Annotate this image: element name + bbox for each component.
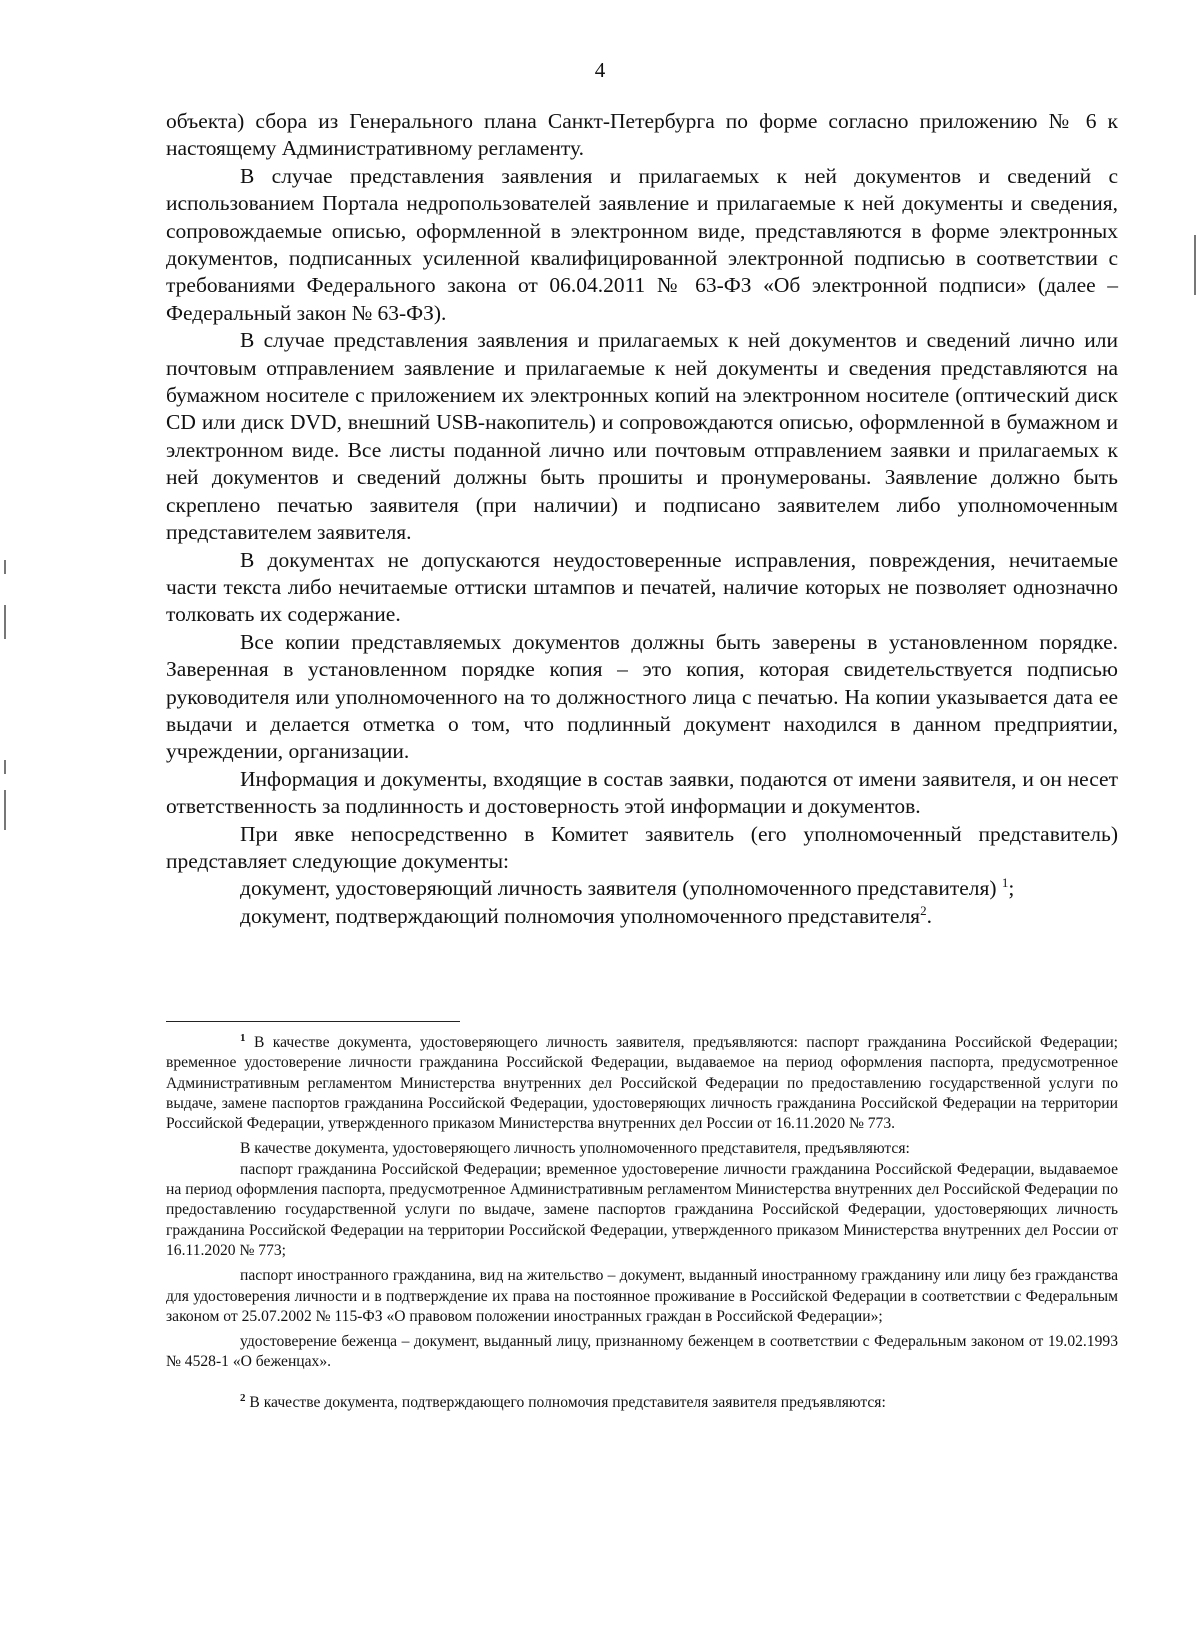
scan-edge-mark [4, 790, 6, 830]
footnote-1-rep-passport: паспорт гражданина Российской Федерации; временное удостоверение личности гражданина Российской Федерации, выдаваемое на период оформления паспорта, предусмотренное Административным регламентом Министерства внутренних дел Российской Федерации по предоставлению государственной услуги по выдаче, замене паспортов гражданина Российской Федерации, удостоверяющих личность гражданина Российской Федерации на территории Российской Федерации, утвержденного приказом Министерства внутренних дел России от 16.11.2020 № 773; [166, 1160, 1118, 1259]
paragraph-paper-submission: В случае представления заявления и прилагаемых к ней документов и сведений лично или почтовым отправлением заявление и прилагаемые к ней документы и сведения представляются на бумажном носителе с приложением их электронных копий на электронном носителе (оптический диск CD или диск DVD, внешний USB-накопитель) и сопровождаются описью, оформленной в бумажном и электронном виде. Все листы поданной лично или почтовым отправлением заявки и прилагаемых к ней документов и сведений должны быть прошиты и пронумерованы. Заявление должно быть скреплено печатью заявителя (при наличии) и подписано заявителем либо уполномоченным представителем заявителя. [166, 328, 1118, 545]
footnote-1-representative: В качестве документа, удостоверяющего личность уполномоченного представителя, предъявляются: [240, 1140, 910, 1158]
paragraph-continuation: объекта) сбора из Генерального плана Санкт-Петербурга по форме согласно приложению № 6 к настоящему Административному регламенту. [166, 109, 1118, 161]
paragraph-certified-copies: Все копии представляемых документов должны быть заверены в установленном порядке. Заверенная в установленном порядке копия – это копия, которая свидетельствуется подписью руководителя или уполномоченного на то должностного лица с печатью. На копии указывается дата ее выдачи и делается отметка о том, что подлинный документ находился в данном предприятии, учреждении, организации. [166, 629, 1118, 764]
footnote-separator [166, 1021, 460, 1022]
paragraph-in-person: При явке непосредственно в Комитет заявитель (его уполномоченный представитель) представляет следующие документы: [166, 821, 1118, 873]
scan-edge-mark [1194, 235, 1196, 295]
footnote-1 [166, 1033, 1118, 1134]
footnote-2 [166, 1393, 1118, 1413]
paragraph-responsibility: Информация и документы, входящие в состав заявки, подаются от имени заявителя, и он несет ответственность за подлинность и достоверность этой информации и документов. [166, 766, 1118, 819]
footnote-mark: 2 [240, 1391, 246, 1404]
list-item-text: документ, подтверждающий полномочия уполномоченного представителя [240, 903, 921, 928]
main-text [166, 108, 1118, 930]
footnote-ref[interactable]: 1 [1001, 875, 1009, 891]
scan-edge-mark [4, 760, 6, 774]
paragraph-portal-submission: В случае представления заявления и прилагаемых к ней документов и сведений с использованием Портала недропользователей заявление и прилагаемые к ней документы и сведения, сопровождаемые описью, оформленной в электронном виде, представляются в форме электронных документов, подписанных усиленной квалифицированной электронной подписью в соответствии с требованиями Федерального закона от 06.04.2011 № 63-ФЗ «Об электронной подписи» (далее – Федеральный закон № 63-ФЗ). [166, 163, 1118, 325]
footnote-mark: 1 [240, 1031, 246, 1044]
list-item-tail: . [926, 903, 932, 928]
scan-edge-mark [4, 605, 6, 639]
footnote-ref[interactable]: 2 [920, 902, 927, 918]
page-number: 4 [594, 58, 606, 82]
footnotes [166, 1033, 1118, 1413]
list-item-authority-document [166, 903, 1118, 930]
scan-edge-mark [4, 560, 6, 574]
paragraph-no-corrections: В документах не допускаются неудостоверенные исправления, повреждения, нечитаемые части текста либо нечитаемые оттиски штампов и печатей, наличие которых не позволяет однозначно толковать их содержание. [166, 547, 1118, 627]
footnote-1-refugee: удостоверение беженца – документ, выданный лицу, признанному беженцем в соответствии с Федеральным законом от 19.02.1993 № 4528-1 «О беженцах». [166, 1333, 1118, 1371]
list-item-text: документ, удостоверяющий личность заявителя (уполномоченного представителя) [240, 876, 997, 901]
list-item-identity-document [166, 875, 1118, 902]
footnote-2-text: В качестве документа, подтверждающего полномочия представителя заявителя предъявляются: [249, 1393, 886, 1411]
footnote-1-foreign-passport: паспорт иностранного гражданина, вид на жительство – документ, выданный иностранному гражданину или лицу без гражданства для удостоверения личности и в подтверждение их права на постоянное проживание в Российской Федерации в соответствии с Федеральным законом от 25.07.2002 № 115-ФЗ «О правовом положении иностранных граждан в Российской Федерации»; [166, 1267, 1118, 1325]
footnote-1-text: В качестве документа, удостоверяющего личность заявителя, предъявляются: паспорт гражданина Российской Федерации; временное удостоверение личности гражданина Российской Федерации, выдаваемое на период оформления паспорта, предусмотренное Административным регламентом Министерства внутренних дел Российской Федерации по предоставлению государственной услуги по выдаче, замене паспортов гражданина Российской Федерации, удостоверяющих личность гражданина Российской Федерации на территории Российской Федерации, утвержденного приказом Министерства внутренних дел России от 16.11.2020 № 773. [166, 1034, 1118, 1133]
list-item-tail: ; [1008, 876, 1015, 901]
